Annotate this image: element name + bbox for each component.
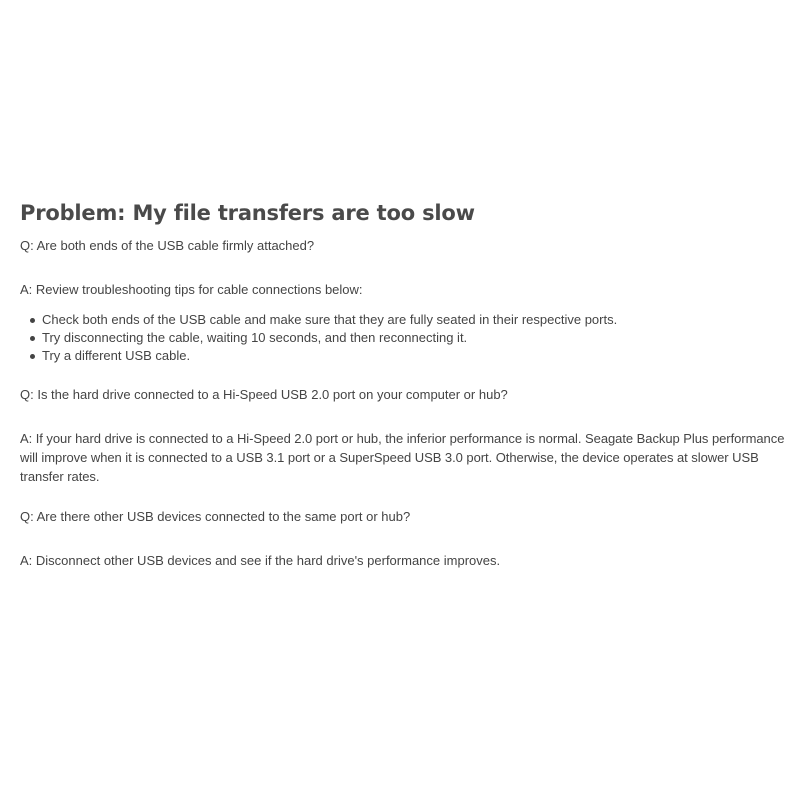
list-item-text: Try a different USB cable. <box>42 348 191 363</box>
bullet-icon <box>30 354 35 359</box>
bullet-icon <box>30 336 35 341</box>
list-item <box>42 311 800 329</box>
question-cable-attached: Q: Are both ends of the USB cable firmly attached? <box>20 238 315 253</box>
answer-other-devices: A: Disconnect other USB devices and see if the hard drive's performance improves. <box>20 553 501 568</box>
list-item-text: Check both ends of the USB cable and make sure that they are fully seated in their respective ports. <box>42 312 618 327</box>
question-usb-port: Q: Is the hard drive connected to a Hi-Speed USB 2.0 port on your computer or hub? <box>20 387 508 402</box>
cable-tips-list <box>20 311 800 365</box>
troubleshooting-section <box>20 196 800 570</box>
section-title: Problem: My file transfers are too slow <box>20 201 475 225</box>
list-item <box>42 329 800 347</box>
answer-cable-tips: A: Review troubleshooting tips for cable connections below: <box>20 282 363 297</box>
question-other-devices: Q: Are there other USB devices connected to the same port or hub? <box>20 509 411 524</box>
bullet-icon <box>30 318 35 323</box>
list-item-text: Try disconnecting the cable, waiting 10 seconds, and then reconnecting it. <box>42 330 468 345</box>
answer-usb-port: A: If your hard drive is connected to a Hi-Speed 2.0 port or hub, the inferior performance is normal. Seagate Backup Plus performance will improve when it is connected to a USB 3.1 port or a SuperSpeed USB 3.0 port. Otherwise, the device operates at slower USB transfer rates. <box>20 431 785 484</box>
list-item <box>42 347 800 365</box>
